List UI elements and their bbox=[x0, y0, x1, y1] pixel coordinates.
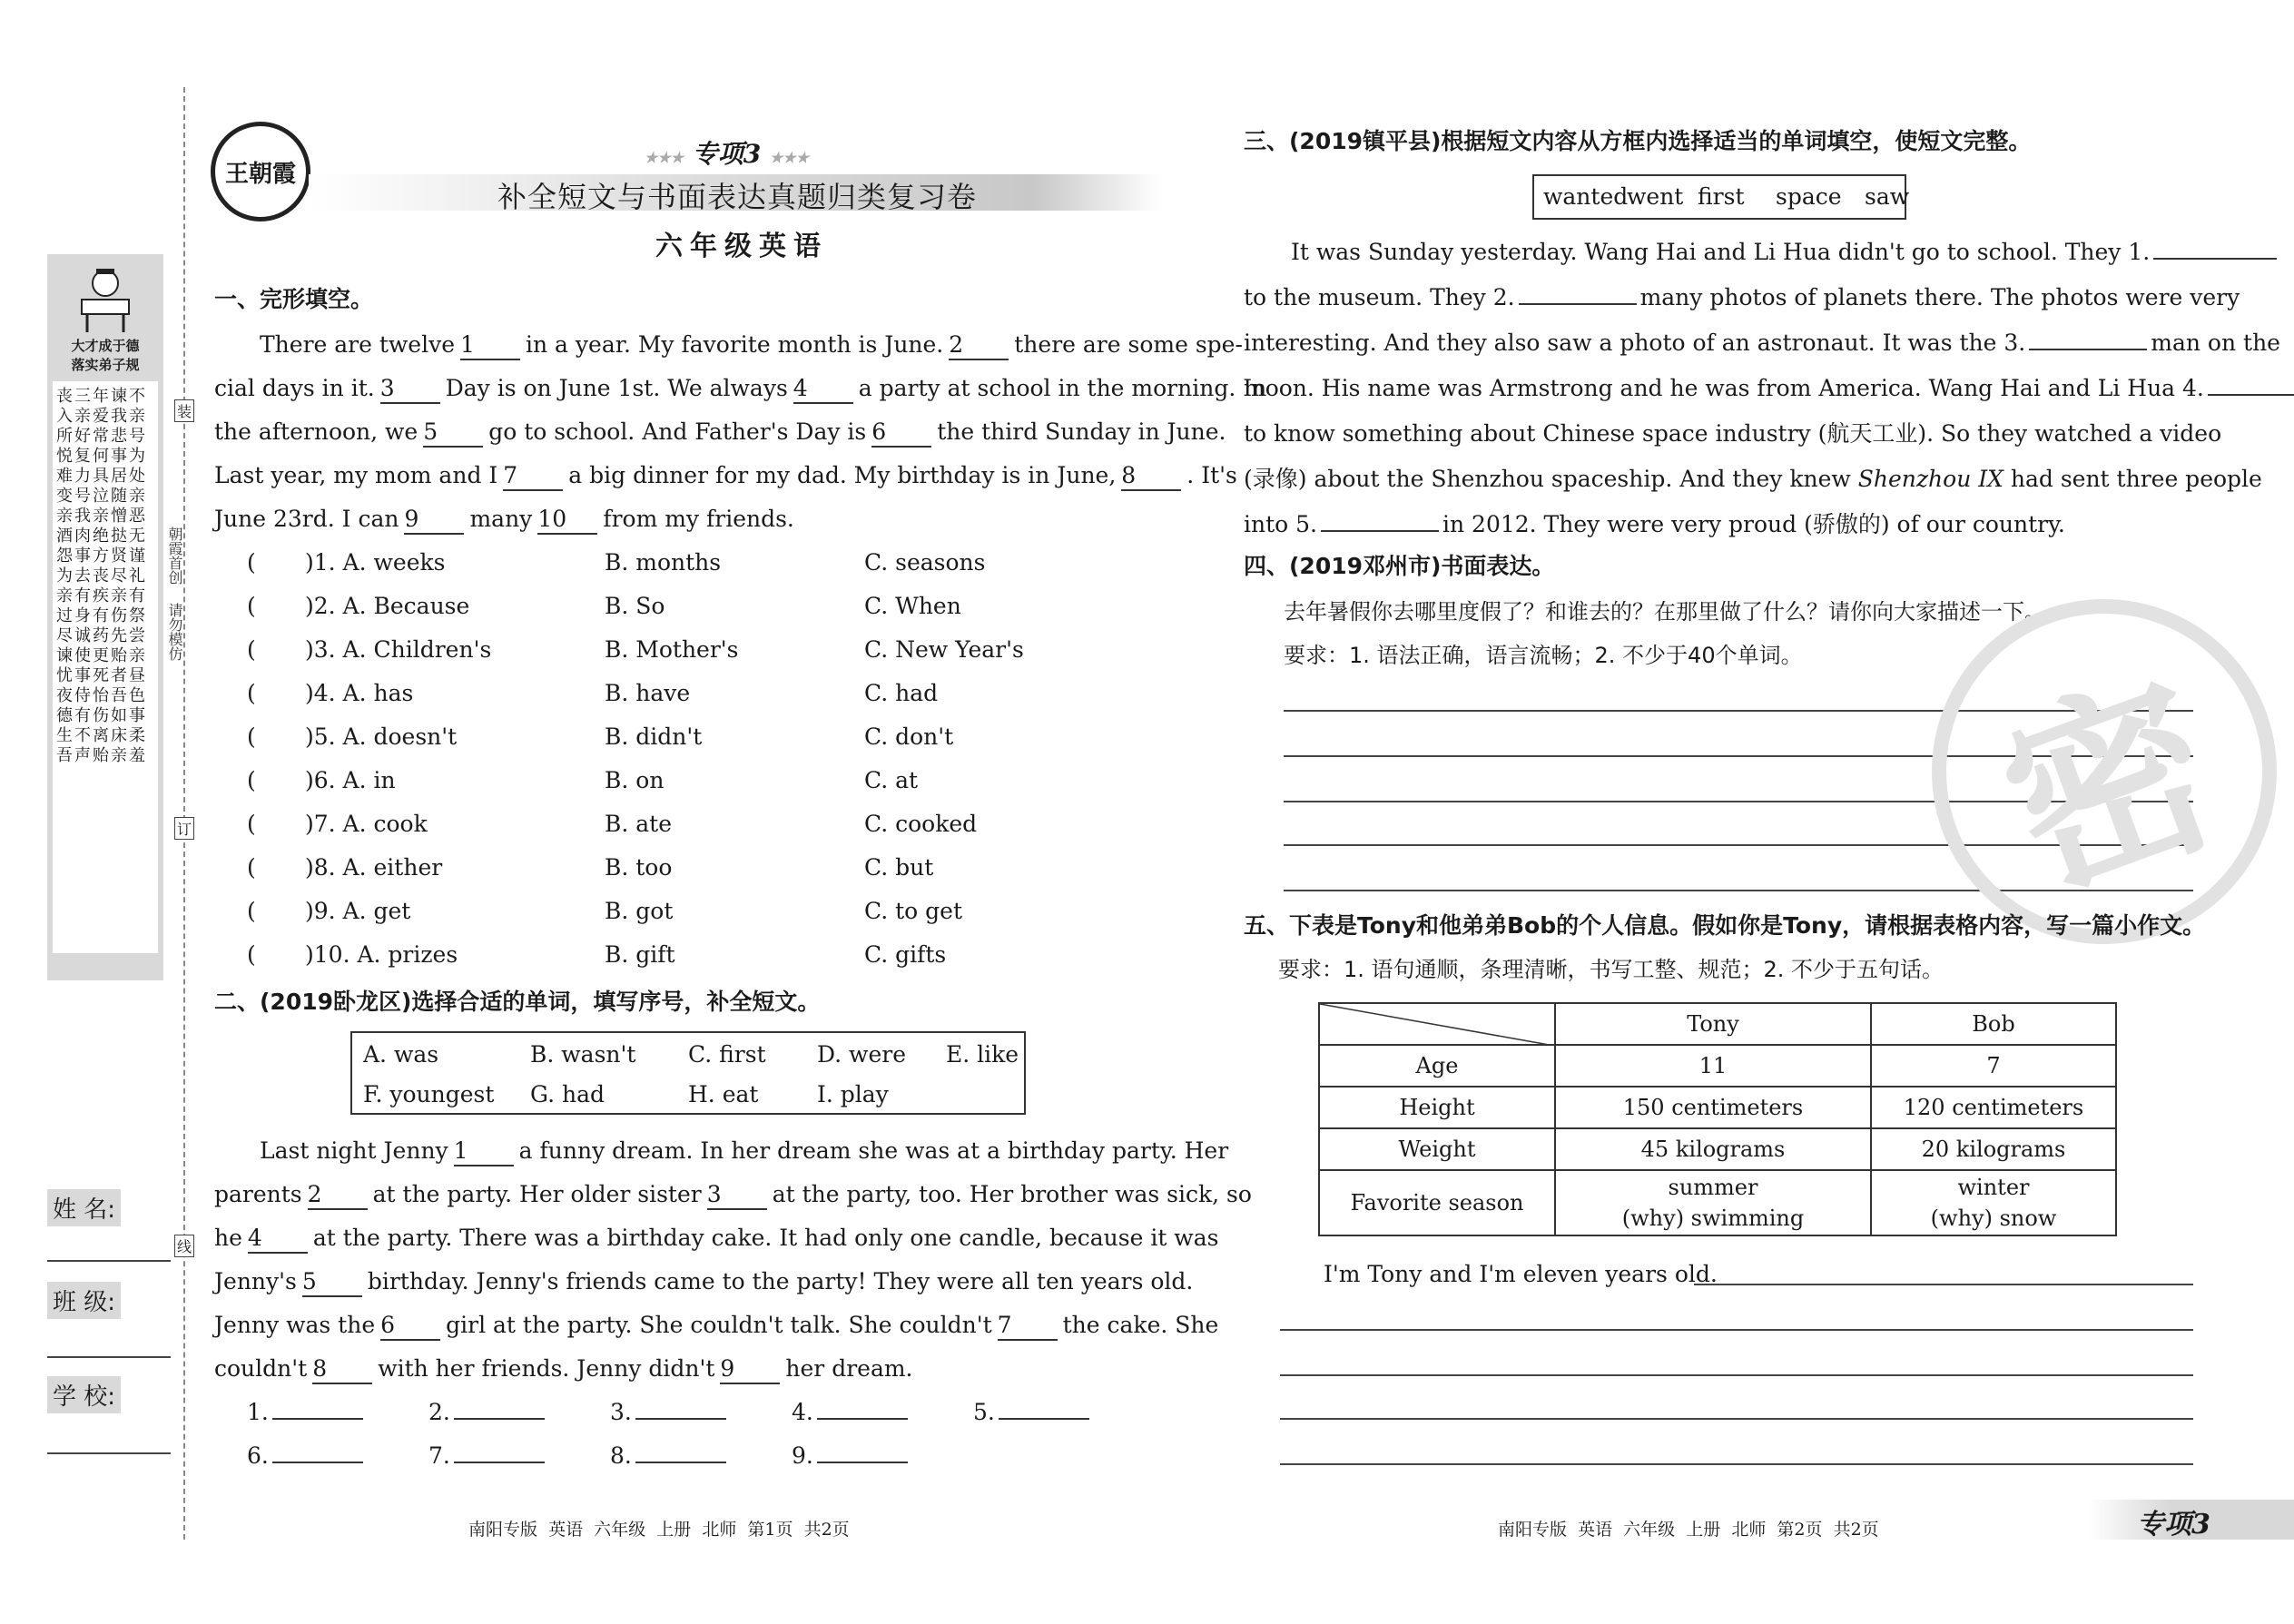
option-row bbox=[247, 672, 1155, 715]
answer-item bbox=[428, 1434, 548, 1478]
answer-line[interactable] bbox=[635, 1398, 726, 1420]
section3-text: to the museum. They 2. bbox=[1244, 284, 1515, 310]
answer-number: 7. bbox=[428, 1442, 450, 1469]
poem-segment: 挞无怨 bbox=[56, 527, 147, 566]
answer-item bbox=[973, 1391, 1093, 1434]
logo-text: 王朝霞 bbox=[224, 160, 296, 188]
table-corner-cell bbox=[1319, 1003, 1555, 1045]
poem-segment: 柔吾声 bbox=[56, 726, 147, 765]
word-option: H. eat bbox=[688, 1081, 759, 1107]
footer-left: 南阳专版 英语 六年级 上册 北师 第1页 共2页 bbox=[468, 1520, 850, 1540]
option-b: B. got bbox=[605, 898, 674, 924]
answer-paren: ( bbox=[247, 767, 256, 793]
poem-segment: 昼夜侍 bbox=[56, 666, 147, 705]
cell-tony-line1: summer bbox=[1668, 1175, 1758, 1200]
section1-text: in a year. My favorite month is June. bbox=[526, 331, 944, 358]
section2-text: her dream. bbox=[785, 1355, 913, 1382]
poem-segment: 事死者 bbox=[74, 666, 129, 685]
answer-paren: ( bbox=[247, 593, 256, 619]
option-c: C. at bbox=[864, 767, 919, 793]
starter-text: I'm Tony and I'm eleven years old. bbox=[1324, 1261, 1718, 1287]
answer-slot[interactable] bbox=[260, 628, 296, 664]
section1-text: the afternoon, we bbox=[214, 418, 418, 445]
answer-slot[interactable] bbox=[260, 585, 296, 621]
answer-blank[interactable]: 8 bbox=[312, 1355, 372, 1384]
section2-line bbox=[214, 1129, 1229, 1173]
section2-text: the cake. She bbox=[1062, 1312, 1219, 1338]
section3-text: interesting. And they also saw a photo of an astronaut. It was the 3. bbox=[1244, 330, 2026, 356]
answer-blank[interactable]: 6 bbox=[380, 1312, 440, 1341]
cell-bob-line2: (why) snow bbox=[1930, 1206, 2057, 1231]
cell-tony: 11 bbox=[1555, 1045, 1871, 1087]
answer-blank[interactable]: 3 bbox=[707, 1181, 767, 1210]
table-header-tony: Tony bbox=[1555, 1003, 1871, 1045]
answer-slot[interactable] bbox=[260, 715, 296, 752]
answer-blank[interactable]: 2 bbox=[949, 331, 1009, 360]
side-note-1: 朝霞首创 bbox=[166, 527, 183, 585]
poem-segment: 亲爱我 bbox=[74, 407, 129, 426]
section3-line bbox=[1244, 458, 2262, 503]
answer-item bbox=[610, 1391, 730, 1434]
option-row bbox=[247, 933, 1155, 977]
section3-line bbox=[1244, 412, 2222, 458]
poem-segment: 德有伤 bbox=[56, 706, 111, 725]
word-option: C. first bbox=[688, 1041, 766, 1068]
section3-text: man on the bbox=[2151, 330, 2280, 356]
answer-blank[interactable]: 6 bbox=[871, 418, 931, 448]
page-title: 补全短文与书面表达真题归类复习卷 bbox=[497, 180, 978, 214]
poem-segment: 亲亲我 bbox=[56, 487, 147, 526]
section2-line bbox=[214, 1173, 1252, 1216]
option-a: )7. A. cook bbox=[305, 811, 428, 837]
section3-text: in 2012. They were very proud (骄傲的) of our country. bbox=[1442, 511, 2065, 537]
word-option: I. play bbox=[817, 1081, 889, 1107]
section1-line bbox=[214, 454, 1237, 497]
answer-blank[interactable]: 10 bbox=[537, 506, 597, 535]
answer-line[interactable] bbox=[999, 1398, 1089, 1420]
poem-segment: 丧三年 bbox=[56, 387, 111, 406]
info-table bbox=[1318, 1002, 2117, 1236]
series-tag-text: 专项3 bbox=[692, 139, 762, 169]
section3-line bbox=[1244, 503, 2195, 548]
poem-segment: 贻亲羞 bbox=[93, 746, 147, 765]
option-b: B. ate bbox=[605, 811, 673, 837]
writing-line[interactable] bbox=[1280, 1463, 2193, 1465]
poem-text bbox=[56, 387, 154, 766]
option-c: C. When bbox=[864, 593, 961, 619]
answer-blank[interactable]: 1 bbox=[460, 331, 520, 360]
poem-segment: 号泣随 bbox=[74, 487, 129, 506]
name-field[interactable] bbox=[47, 1260, 171, 1262]
side-note-2: 请勿模仿 bbox=[166, 603, 183, 661]
section3-passage bbox=[1244, 231, 2280, 548]
section2-text: girl at the party. She couldn't talk. She couldn't bbox=[446, 1312, 992, 1338]
answer-item bbox=[792, 1434, 911, 1478]
section5-heading: 五、下表是Tony和他弟弟Bob的个人信息。假如你是Tony，请根据表格内容，写一篇小作文。 bbox=[1244, 912, 2206, 939]
poem-segment: 身有伤 bbox=[74, 606, 129, 625]
row-label: Height bbox=[1319, 1087, 1555, 1128]
section1-text: June 23rd. I can bbox=[214, 506, 399, 532]
section1-line bbox=[214, 497, 1167, 541]
option-b: B. too bbox=[605, 854, 673, 881]
section3-text: many photos of planets there. The photos were very bbox=[1639, 284, 2240, 310]
poem-segment: 如事生 bbox=[56, 706, 147, 745]
answer-number: 3. bbox=[610, 1399, 632, 1425]
section1-text: the third Sunday in June. bbox=[937, 418, 1226, 445]
option-a: )9. A. get bbox=[305, 898, 411, 924]
option-row bbox=[247, 759, 1155, 802]
option-a: )4. A. has bbox=[305, 680, 414, 706]
cell-bob: 7 bbox=[1871, 1045, 2116, 1087]
option-b: B. on bbox=[605, 767, 665, 793]
option-c: C. gifts bbox=[864, 941, 947, 968]
cell-tony bbox=[1555, 1170, 1871, 1235]
writing-line[interactable] bbox=[1280, 1374, 2193, 1376]
answer-number: 9. bbox=[792, 1442, 813, 1469]
cell-tony: 45 kilograms bbox=[1555, 1128, 1871, 1170]
section2-line bbox=[214, 1216, 1219, 1260]
diagonal-line bbox=[1320, 1004, 1554, 1046]
option-row bbox=[247, 890, 1155, 933]
answer-slot[interactable] bbox=[260, 890, 296, 926]
cell-bob-line1: winter bbox=[1957, 1175, 2030, 1200]
option-a: )10. A. prizes bbox=[305, 941, 458, 968]
option-row bbox=[247, 585, 1155, 628]
answer-slot[interactable] bbox=[260, 672, 296, 708]
section1-line bbox=[214, 323, 1243, 367]
school-label: 学 校: bbox=[47, 1376, 121, 1413]
option-b: B. gift bbox=[605, 941, 675, 968]
option-c: C. but bbox=[864, 854, 934, 881]
class-field[interactable] bbox=[47, 1356, 171, 1358]
answer-slot[interactable] bbox=[260, 802, 296, 839]
option-row bbox=[247, 715, 1155, 759]
option-a: )1. A. weeks bbox=[305, 549, 446, 576]
word-option: space bbox=[1776, 183, 1842, 210]
side-note bbox=[165, 527, 183, 661]
answer-line[interactable] bbox=[1519, 283, 1637, 305]
section1-text: many bbox=[469, 506, 533, 532]
section1-text: a party at school in the morning. In bbox=[858, 375, 1267, 401]
row-label: Favorite season bbox=[1319, 1170, 1555, 1235]
answer-line[interactable] bbox=[635, 1442, 726, 1463]
section1-heading: 一、完形填空。 bbox=[214, 286, 374, 312]
section3-line bbox=[1244, 231, 2195, 276]
section1-line bbox=[214, 367, 1267, 410]
section2-passage bbox=[214, 1129, 1252, 1391]
section1-text: cial days in it. bbox=[214, 375, 375, 401]
answer-line[interactable] bbox=[1321, 510, 1439, 532]
writing-line[interactable] bbox=[1280, 1329, 2193, 1331]
answer-paren: ( bbox=[247, 854, 256, 881]
word-option: wanted bbox=[1543, 183, 1629, 210]
word-option: G. had bbox=[530, 1081, 605, 1107]
page-subtitle: 六年级英语 bbox=[655, 231, 828, 262]
section3-text: moon. His name was Armstrong and he was from America. Wang Hai and Li Hua 4. bbox=[1244, 375, 2204, 401]
cell-tony-line2: (why) swimming bbox=[1621, 1206, 1805, 1231]
answer-blank[interactable]: 5 bbox=[423, 418, 483, 448]
word-option: B. wasn't bbox=[530, 1041, 636, 1068]
option-a: )6. A. in bbox=[305, 767, 396, 793]
section4-requirement: 要求：1. 语法正确，语言流畅；2. 不少于40个单词。 bbox=[1284, 643, 1803, 668]
name-label: 姓 名: bbox=[47, 1189, 121, 1226]
cell-tony: 150 centimeters bbox=[1555, 1087, 1871, 1128]
option-row bbox=[247, 541, 1155, 585]
answer-blank[interactable]: 4 bbox=[248, 1225, 308, 1254]
option-c: C. don't bbox=[864, 723, 954, 750]
cell-bob: 20 kilograms bbox=[1871, 1128, 2116, 1170]
word-option: went bbox=[1627, 183, 1684, 210]
table-row bbox=[1319, 1087, 2116, 1128]
section2-text: with her friends. Jenny didn't bbox=[378, 1355, 715, 1382]
section1-text: a big dinner for my dad. My birthday is in June, bbox=[568, 462, 1117, 488]
section3-text: into 5. bbox=[1244, 511, 1317, 537]
answer-item bbox=[610, 1434, 730, 1478]
poem-segment: 怡吾色 bbox=[93, 686, 147, 705]
row-label: Weight bbox=[1319, 1128, 1555, 1170]
answer-paren: ( bbox=[247, 723, 256, 750]
writing-line[interactable] bbox=[1280, 1418, 2193, 1420]
poem-segment: 酒肉绝 bbox=[56, 527, 111, 546]
cell-bob: 120 centimeters bbox=[1871, 1087, 2116, 1128]
answer-line[interactable] bbox=[2153, 238, 2277, 260]
poem-segment: 谏不入 bbox=[56, 387, 147, 426]
poem-segment: 亲所好 bbox=[56, 407, 147, 446]
binding-dotted-line bbox=[183, 87, 185, 1540]
watermark-seal bbox=[1932, 599, 2277, 944]
answer-blank[interactable]: 5 bbox=[302, 1268, 362, 1297]
answer-blank[interactable]: 2 bbox=[308, 1181, 368, 1210]
section2-word-box bbox=[350, 1031, 1026, 1115]
option-row bbox=[247, 846, 1155, 890]
section2-line bbox=[214, 1304, 1219, 1347]
answer-paren: ( bbox=[247, 636, 256, 663]
section3-line bbox=[1244, 367, 2204, 412]
poem-segment: 常悲号 bbox=[93, 427, 147, 446]
answer-number: 6. bbox=[247, 1442, 269, 1469]
answer-slot[interactable] bbox=[260, 933, 296, 969]
section2-text: birthday. Jenny's friends came to the party! They were all ten years old. bbox=[367, 1268, 1194, 1294]
answer-line[interactable] bbox=[454, 1398, 545, 1420]
option-a: )8. A. either bbox=[305, 854, 443, 881]
answer-paren: ( bbox=[247, 898, 256, 924]
answer-slot[interactable] bbox=[260, 846, 296, 882]
section3-text: had sent three people bbox=[2010, 466, 2262, 492]
answer-paren: ( bbox=[247, 811, 256, 837]
poem-segment: 亲有过 bbox=[56, 586, 147, 625]
section3-italic: Shenzhou IX bbox=[1850, 466, 2011, 492]
answer-item bbox=[428, 1391, 548, 1434]
option-row bbox=[247, 628, 1155, 672]
poem-segment: 悦复何 bbox=[56, 447, 111, 466]
option-c: C. to get bbox=[864, 898, 963, 924]
logo bbox=[211, 122, 310, 221]
poem-segment: 贻亲忧 bbox=[56, 646, 147, 685]
option-c: C. New Year's bbox=[864, 636, 1024, 663]
answer-number: 5. bbox=[973, 1399, 995, 1425]
margin-panel bbox=[47, 254, 163, 980]
section1-text: go to school. And Father's Day is bbox=[488, 418, 867, 445]
option-b: B. So bbox=[605, 593, 665, 619]
writing-line[interactable] bbox=[1694, 1284, 2193, 1285]
word-option: saw bbox=[1865, 183, 1910, 210]
section2-text: at the party, too. Her brother was sick, so bbox=[772, 1181, 1252, 1207]
answer-blank[interactable]: 7 bbox=[503, 462, 563, 491]
motto-line-2: 落实弟子规 bbox=[71, 357, 140, 373]
answer-paren: ( bbox=[247, 941, 256, 968]
section3-text: It was Sunday yesterday. Wang Hai and Li Hua didn't go to school. They 1. bbox=[1291, 239, 2151, 265]
section3-line bbox=[1244, 321, 2280, 367]
answer-blank[interactable]: 7 bbox=[998, 1312, 1058, 1341]
answer-blank[interactable]: 9 bbox=[720, 1355, 780, 1384]
section1-text: There are twelve bbox=[260, 331, 456, 358]
answer-item bbox=[247, 1391, 367, 1434]
poem-box bbox=[53, 381, 158, 953]
answer-number: 8. bbox=[610, 1442, 632, 1469]
answer-line[interactable] bbox=[272, 1398, 363, 1420]
section4-prompt: 去年暑假你去哪里度假了？和谁去的？在那里做了什么？请你向大家描述一下。 bbox=[1284, 599, 2046, 625]
section3-word-box bbox=[1532, 174, 1910, 220]
section2-text: at the party. There was a birthday cake. It had only one candle, because it was bbox=[312, 1225, 1219, 1251]
section2-text: Jenny's bbox=[214, 1268, 297, 1294]
section2-line bbox=[214, 1347, 1167, 1391]
section2-heading: 二、(2019卧龙区)选择合适的单词，填写序号，补全短文。 bbox=[214, 989, 821, 1015]
answer-paren: ( bbox=[247, 680, 256, 706]
answer-line[interactable] bbox=[817, 1442, 908, 1463]
section1-text: Last year, my mom and I bbox=[214, 462, 498, 488]
answer-number: 2. bbox=[428, 1399, 450, 1425]
section1-text: Day is on June 1st. We always bbox=[445, 375, 788, 401]
corner-tag: 专项3 bbox=[2137, 1509, 2210, 1540]
cut-mark-2: 订 bbox=[174, 817, 194, 840]
school-field[interactable] bbox=[47, 1452, 171, 1454]
section1-line bbox=[214, 410, 1226, 454]
section2-text: a funny dream. In her dream she was at a birthday party. Her bbox=[518, 1137, 1229, 1164]
table-header-bob: Bob bbox=[1871, 1003, 2116, 1045]
option-a: )3. A. Children's bbox=[305, 636, 492, 663]
option-c: C. had bbox=[864, 680, 939, 706]
answer-item bbox=[792, 1391, 911, 1434]
answer-item bbox=[247, 1434, 367, 1478]
table-row bbox=[1319, 1128, 2116, 1170]
answer-line[interactable] bbox=[2208, 374, 2294, 396]
star-icon: ★★★ bbox=[770, 149, 810, 166]
section1-text: . It's bbox=[1186, 462, 1237, 488]
answer-line[interactable] bbox=[272, 1442, 363, 1463]
section5-requirement: 要求：1. 语句通顺，条理清晰，书写工整、规范；2. 不少于五句话。 bbox=[1278, 957, 1944, 982]
section2-text: couldn't bbox=[214, 1355, 308, 1382]
section3-text: to know something about Chinese space industry (航天工业). So they watched a video bbox=[1244, 420, 2222, 447]
answer-line[interactable] bbox=[2029, 329, 2147, 350]
cut-mark-3: 线 bbox=[174, 1235, 194, 1257]
section1-text: from my friends. bbox=[603, 506, 794, 532]
poem-segment: 居处变 bbox=[56, 467, 147, 506]
answer-paren: ( bbox=[247, 549, 256, 576]
poem-segment: 祭尽诚 bbox=[56, 606, 147, 645]
answer-slot[interactable] bbox=[260, 541, 296, 577]
word-option: E. like bbox=[946, 1041, 1019, 1068]
star-icon: ★★★ bbox=[645, 149, 684, 166]
footer-right: 南阳专版 英语 六年级 上册 北师 第2页 共2页 bbox=[1498, 1520, 1879, 1540]
answer-blank[interactable]: 8 bbox=[1121, 462, 1181, 491]
section2-text: Jenny was the bbox=[214, 1312, 376, 1338]
class-label: 班 级: bbox=[47, 1282, 121, 1319]
poem-segment: 丧尽礼 bbox=[93, 566, 147, 586]
section2-text: at the party. Her older sister bbox=[372, 1181, 702, 1207]
mascot-icon bbox=[69, 263, 142, 336]
poem-segment: 力具 bbox=[74, 467, 111, 486]
answer-line[interactable] bbox=[454, 1442, 545, 1463]
section2-line bbox=[214, 1260, 1194, 1304]
cell-bob bbox=[1871, 1170, 2116, 1235]
section5-starter bbox=[1324, 1253, 1718, 1296]
poem-segment: 药先尝 bbox=[93, 626, 147, 645]
section1-passage bbox=[214, 323, 1267, 541]
option-b: B. didn't bbox=[605, 723, 703, 750]
poem-segment: 事为难 bbox=[56, 447, 147, 486]
section3-heading: 三、(2019镇平县)根据短文内容从方框内选择适当的单词填空，使短文完整。 bbox=[1244, 128, 2032, 154]
option-a: )5. A. doesn't bbox=[305, 723, 458, 750]
cut-mark-1: 装 bbox=[174, 399, 194, 422]
motto-line-1: 大才成于德 bbox=[71, 338, 140, 354]
table-row bbox=[1319, 1170, 2116, 1235]
poem-segment: 亲有疾 bbox=[56, 586, 111, 605]
option-c: C. cooked bbox=[864, 811, 978, 837]
answer-number: 1. bbox=[247, 1399, 269, 1425]
answer-blank[interactable]: 4 bbox=[793, 375, 853, 404]
answer-line[interactable] bbox=[817, 1398, 908, 1420]
poem-segment: 谏使更 bbox=[56, 646, 111, 665]
answer-number: 4. bbox=[792, 1399, 813, 1425]
row-label: Age bbox=[1319, 1045, 1555, 1087]
word-option: A. was bbox=[363, 1041, 439, 1068]
answer-slot[interactable] bbox=[260, 759, 296, 795]
section2-text: parents bbox=[214, 1181, 302, 1207]
option-row bbox=[247, 802, 1155, 846]
section2-text: Last night Jenny bbox=[260, 1137, 448, 1164]
word-option: first bbox=[1698, 183, 1745, 210]
option-b: B. have bbox=[605, 680, 691, 706]
section3-line bbox=[1244, 276, 2240, 321]
section3-text: (录像) about the Shenzhou spaceship. And they knew bbox=[1244, 466, 1851, 492]
option-a: )2. A. Because bbox=[305, 593, 470, 619]
series-tag bbox=[645, 134, 809, 171]
word-option: D. were bbox=[817, 1041, 906, 1068]
option-b: B. Mother's bbox=[605, 636, 739, 663]
section2-text: he bbox=[214, 1225, 242, 1251]
answer-blank[interactable]: 3 bbox=[380, 375, 440, 404]
answer-blank[interactable]: 9 bbox=[404, 506, 464, 535]
watermark-text: 密 bbox=[1976, 644, 2244, 931]
poem-segment: 亲憎恶 bbox=[93, 507, 147, 526]
word-option: F. youngest bbox=[363, 1081, 495, 1107]
option-b: B. months bbox=[605, 549, 722, 576]
poem-segment: 事方贤 bbox=[74, 546, 129, 566]
option-c: C. seasons bbox=[864, 549, 986, 576]
poem-segment: 谨为去 bbox=[56, 546, 147, 586]
table-row bbox=[1319, 1045, 2116, 1087]
section4-heading: 四、(2019邓州市)书面表达。 bbox=[1244, 553, 1555, 579]
section1-options bbox=[247, 541, 1155, 977]
poem-segment: 不离床 bbox=[74, 726, 129, 745]
section1-text: there are some spe- bbox=[1014, 331, 1243, 358]
answer-blank[interactable]: 1 bbox=[454, 1137, 514, 1166]
